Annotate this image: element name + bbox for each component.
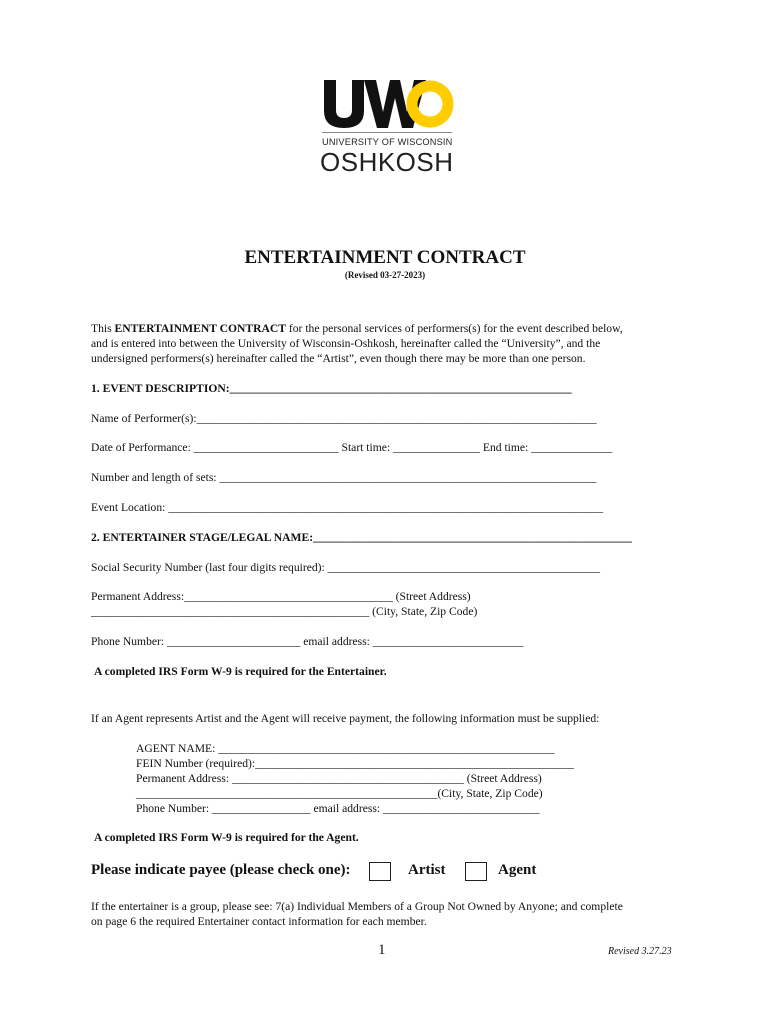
- agent-name-field[interactable]: AGENT NAME: __________________________________________________________: [136, 742, 555, 755]
- uwo-logo: [322, 78, 454, 130]
- performer-name-field[interactable]: Name of Performer(s):_____________________________________________________________________: [91, 412, 597, 425]
- intro-pre: This: [91, 322, 115, 335]
- agent-intro: If an Agent represents Artist and the Agent will receive payment, the following information must be supplied:: [91, 712, 600, 725]
- agent-checkbox[interactable]: [465, 862, 487, 881]
- phone-email-field[interactable]: Phone Number: _______________________ email address: __________________________: [91, 635, 524, 648]
- permanent-address-city[interactable]: ________________________________________________ (City, State, Zip Code): [91, 605, 478, 618]
- agent-fein-field[interactable]: FEIN Number (required):_______________________________________________________: [136, 757, 574, 770]
- group-note-line-2: on page 6 the required Entertainer contact information for each member.: [91, 915, 427, 928]
- w9-agent-note: A completed IRS Form W-9 is required for the Agent.: [94, 831, 359, 844]
- logo-divider: [322, 132, 452, 133]
- section1-heading: 1. EVENT DESCRIPTION:___________________________________________________________: [91, 382, 572, 395]
- ssn-field[interactable]: Social Security Number (last four digits required): _______________________________________________: [91, 561, 601, 574]
- intro-line-3: undersigned performers(s) hereinafter called the “Artist”, even though there may be more than one person.: [91, 352, 586, 365]
- group-note-line-1: If the entertainer is a group, please see: 7(a) Individual Members of a Group Not Owned by Anyone; and complete: [91, 900, 623, 913]
- artist-checkbox[interactable]: [369, 862, 391, 881]
- intro-bold: ENTERTAINMENT CONTRACT: [114, 322, 286, 335]
- agent-address-city[interactable]: ____________________________________________________(City, State, Zip Code): [136, 787, 543, 800]
- section2-heading: 2. ENTERTAINER STAGE/LEGAL NAME:_______________________________________________________: [91, 531, 632, 544]
- w9-entertainer-note: A completed IRS Form W-9 is required for the Entertainer.: [94, 665, 387, 678]
- event-location-field[interactable]: Event Location: ___________________________________________________________________________: [91, 501, 604, 514]
- logo-campus-line: OSHKOSH: [320, 147, 454, 177]
- sets-field[interactable]: Number and length of sets: _________________________________________________________________: [91, 471, 597, 484]
- agent-address-street[interactable]: Permanent Address: ________________________________________ (Street Address): [136, 772, 542, 785]
- page-title: ENTERTAINMENT CONTRACT: [244, 247, 526, 268]
- agent-option-label: Agent: [498, 862, 537, 878]
- intro-line-2: and is entered into between the University of Wisconsin-Oshkosh, hereinafter called the “University”, and the: [91, 337, 601, 350]
- footer-revised: Revised 3.27.23: [608, 946, 672, 957]
- revised-date: (Revised 03-27-2023): [344, 270, 426, 280]
- uwo-wordmark-icon: [322, 78, 454, 130]
- permanent-address-street[interactable]: Permanent Address:____________________________________ (Street Address): [91, 590, 471, 603]
- performance-date-field[interactable]: Date of Performance: _________________________ Start time: _______________ End time: ______________: [91, 441, 613, 454]
- page-number: 1: [378, 942, 386, 958]
- artist-option-label: Artist: [408, 862, 446, 878]
- intro-line-1: [91, 321, 623, 336]
- logo-university-line: UNIVERSITY OF WISCONSIN: [322, 137, 453, 147]
- payee-label: Please indicate payee (please check one):: [91, 862, 351, 878]
- agent-phone-email[interactable]: Phone Number: _________________ email address: ___________________________: [136, 802, 540, 815]
- intro-post: for the personal services of performers(s) for the event described below,: [286, 322, 623, 335]
